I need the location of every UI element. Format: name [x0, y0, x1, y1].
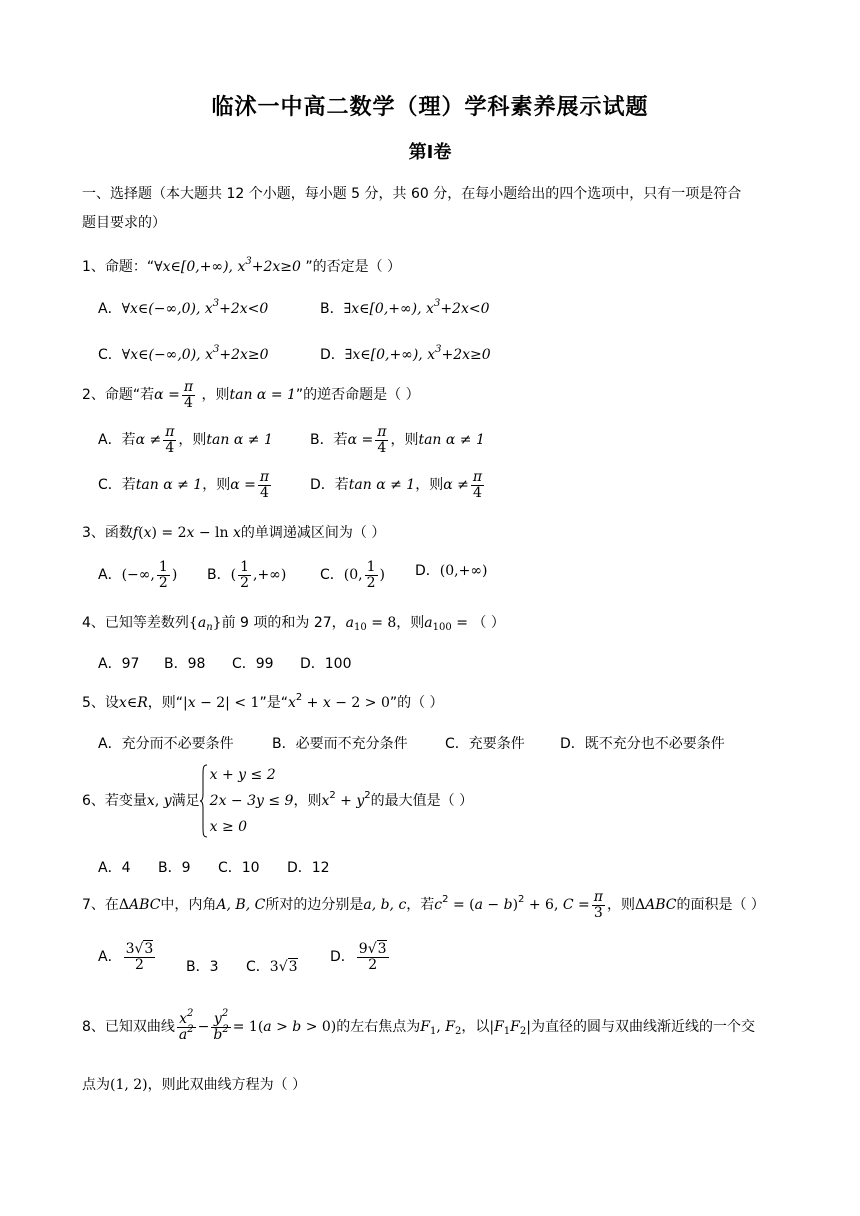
- question-8-stem-line2: 点为(1, 2)，则此双曲线方程为（ ）: [82, 1077, 307, 1093]
- q4-option-c: C．99: [232, 656, 274, 672]
- q6-constraint-system: x + y ≤ 2 2x − 3y ≤ 9 x ≥ 0: [200, 762, 294, 840]
- left-brace-icon: [200, 764, 208, 838]
- q1-option-b: B．∃x∈[0,+∞), $x^3+2x<0$: [320, 298, 490, 317]
- q7-option-d: D． $\frac{9√3}{2}$: [330, 941, 387, 973]
- q3-option-a: A．(−∞, $\frac{1}{2}$ ): [98, 559, 178, 591]
- q5-option-d: D．既不充分也不必要条件: [560, 736, 725, 752]
- question-8-stem-line1: 8、已知双曲线 $\frac{x^2}{a^2}$ − $\frac{y^2}{b^2}$ = 1(a > b > 0)的左右焦点为$F_1$, $F_2$，以$|F_1F_2|$为直径的圆与双曲线渐近线的一个交: [82, 1008, 755, 1043]
- q1-option-a: A．∀x∈(−∞,0), $x^3+2x<0$: [98, 298, 269, 317]
- q7-option-b: B．3: [186, 959, 219, 975]
- question-1-stem: 1、命题：“∀x∈[0,+∞), $x^3+2x\ge 0$ ”的否定是（ ）: [82, 256, 402, 275]
- q7-option-c: C．3√3: [246, 959, 298, 975]
- q1-stem-math: ∀x∈[0,+∞), $x^3+2x\ge 0$: [154, 256, 301, 275]
- q6-option-a: A．4: [98, 860, 131, 876]
- question-4-stem: 4、已知等差数列$\{a_n\}$前 9 项的和为 27，$a_{10} = 8$，则$a_{100}$ = （ ）: [82, 615, 505, 633]
- q4-option-b: B．98: [164, 656, 206, 672]
- question-2-stem: 2、命题“若α = $\frac{\pi}{4}$ ，则tan α = 1”的逆否命题是（ ）: [82, 379, 420, 411]
- q5-option-b: B．必要而不充分条件: [272, 736, 408, 752]
- question-3-stem: 3、函数f(x) = 2x − ln x的单调递减区间为（ ）: [82, 525, 386, 541]
- question-6-stem: 6、若变量x, y满足 x + y ≤ 2 2x − 3y ≤ 9 x ≥ 0 ，则$x^2 + y^2$的最大值是（ ）: [82, 762, 473, 840]
- q6-option-b: B．9: [158, 860, 191, 876]
- section-subtitle: 第Ⅰ卷: [408, 142, 452, 163]
- q2-option-a: A．若α ≠ $\frac{\pi}{4}$ ，则tan α ≠ 1: [98, 424, 273, 456]
- q6-option-c: C．10: [218, 860, 260, 876]
- q4-option-d: D．100: [300, 656, 352, 672]
- q7-option-a: A． $\frac{3√3}{2}$: [98, 941, 154, 973]
- page-title: 临沭一中高二数学（理）学科素养展示试题: [211, 95, 649, 120]
- q1-option-c: C．∀x∈(−∞,0), $x^3+2x\ge 0$: [98, 344, 269, 363]
- q1-option-d: D．∃x∈[0,+∞), $x^3+2x\ge 0$: [320, 344, 491, 363]
- q2-option-c: C．若tan α ≠ 1，则α = $\frac{\pi}{4}$: [98, 469, 270, 501]
- q4-option-a: A．97: [98, 656, 140, 672]
- q3-option-d: D．(0,+∞): [415, 563, 488, 579]
- question-5-stem: 5、设x∈R，则“|x − 2| < 1”是“$x^2 + x - 2 > 0$”的（ ）: [82, 692, 444, 711]
- q5-option-a: A．充分而不必要条件: [98, 736, 234, 752]
- q2-option-d: D．若tan α ≠ 1，则α ≠ $\frac{\pi}{4}$: [310, 469, 483, 501]
- q3-option-c: C．(0, $\frac{1}{2}$ ): [320, 559, 385, 591]
- q5-option-c: C．充要条件: [445, 736, 525, 752]
- section-instructions-line2: 题目要求的）: [82, 215, 166, 231]
- q3-option-b: B．( $\frac{1}{2}$ ,+∞): [207, 559, 287, 591]
- section-instructions-line1: 一、选择题（本大题共 12 个小题，每小题 5 分，共 60 分，在每小题给出的四个选项中，只有一项是符合: [82, 186, 742, 202]
- q6-option-d: D．12: [287, 860, 330, 876]
- question-7-stem: 7、在ΔABC中，内角A, B, C所对的边分别是a, b, c，若$c^2 = (a - b)^2 + 6$, C = $\frac{\pi}{3}$ ，则ΔABC的面积是（ ）: [82, 889, 765, 921]
- q2-option-b: B．若α = $\frac{\pi}{4}$ ，则tan α ≠ 1: [310, 424, 485, 456]
